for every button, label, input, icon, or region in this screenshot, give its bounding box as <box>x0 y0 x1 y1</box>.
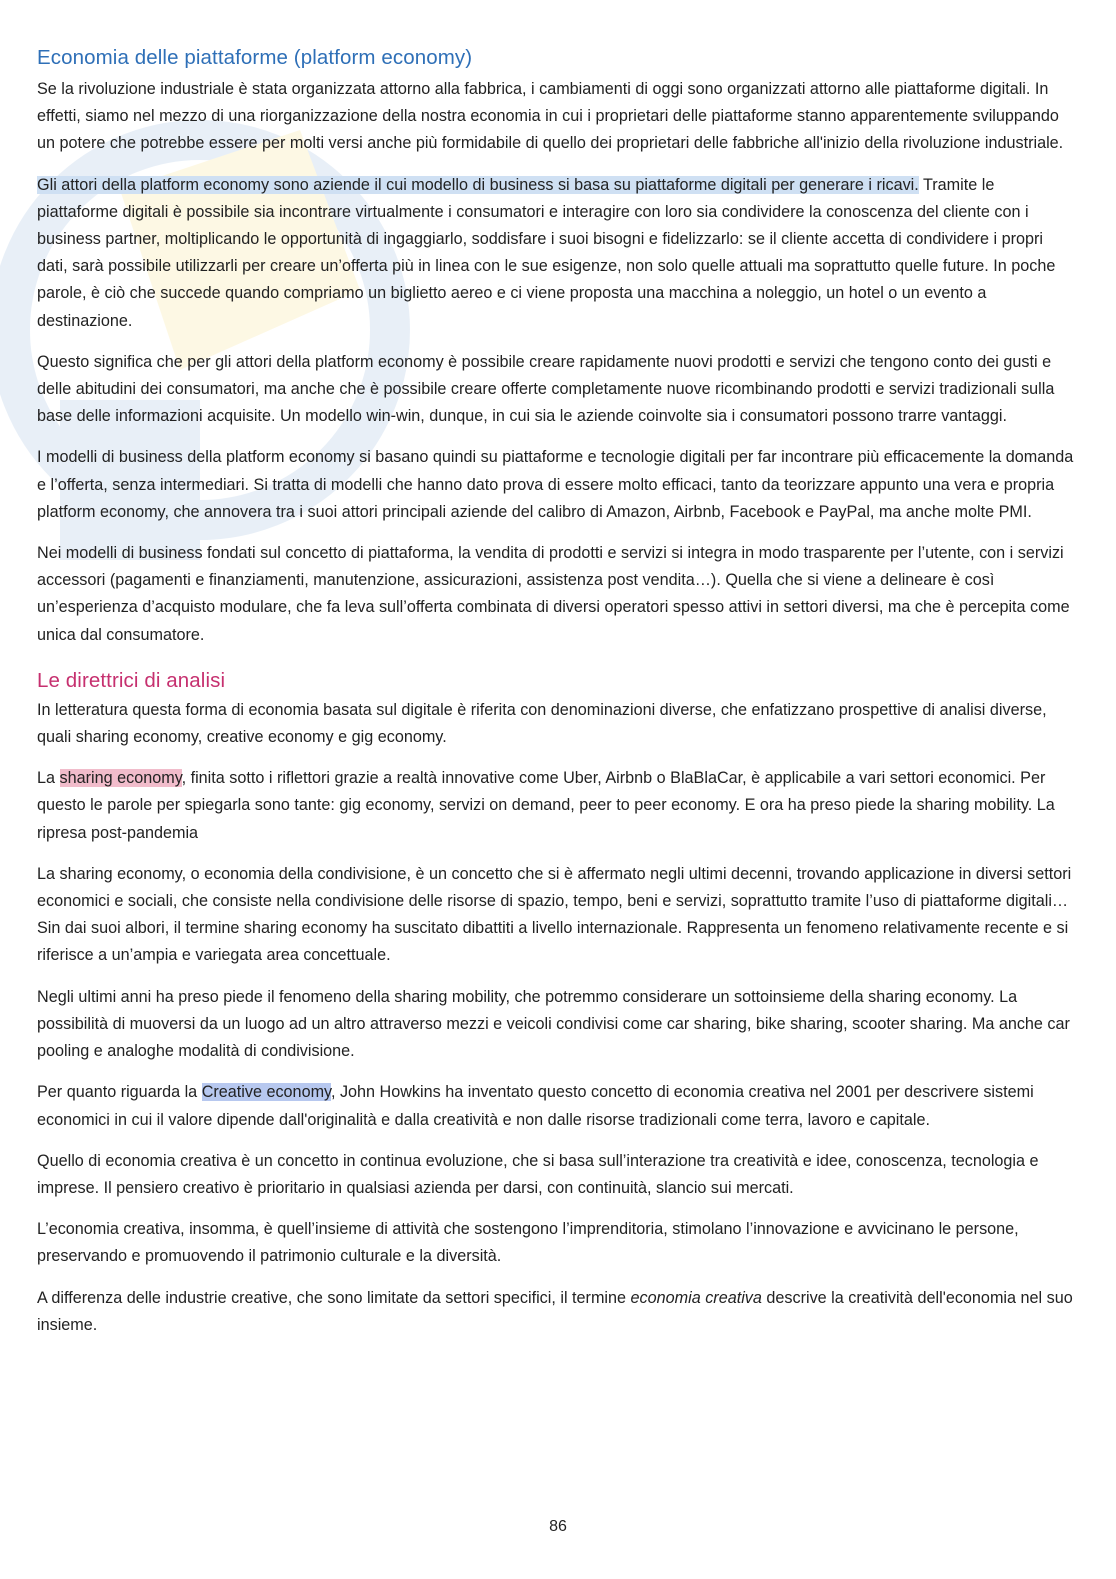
highlighted-text: sharing economy <box>59 769 182 788</box>
document-page <box>37 44 1077 1353</box>
paragraph: Quello di economia creativa è un concetto in continua evoluzione, che si basa sull’interazione tra creatività e idee, conoscenza, tecnologia e imprese. Il pensiero creativo è prioritario in qualsiasi azienda per darsi, con continuità, slancio sui mercati. <box>37 1151 1039 1197</box>
paragraph <box>37 1285 1077 1339</box>
paragraph: Se la rivoluzione industriale è stata organizzata attorno alla fabbrica, i cambiamenti di oggi sono organizzati attorno alle piattaforme digitali. In effetti, siamo nel mezzo di una riorganizzazione della nostra economia in cui i proprietari delle piattaforme stanno apparentemente sviluppando un potere che potrebbe essere per molti versi anche più formidabile di quello dei proprietari delle fabbriche all'inizio della rivoluzione industriale. <box>37 80 1064 153</box>
paragraph: I modelli di business della platform economy si basano quindi su piattaforme e tecnologie digitali per far incontrare più efficacemente la domanda e l’offerta, senza intermediari. Si tratta di modelli che hanno dato prova di essere molto efficaci, tanto da teorizzare appunto una vera e propria platform economy, che annovera tra i suoi attori principali aziende del calibro di Amazon, Airbnb, Facebook e PayPal, ma anche molte PMI. <box>37 448 1074 521</box>
paragraph: Questo significa che per gli attori della platform economy è possibile creare rapidamente nuovi prodotti e servizi che tengono conto dei gusti e delle abitudini dei consumatori, ma anche che è possibile creare offerte completamente nuove ricombinando prodotti e servizi tradizionali sulla base delle informazioni acquisite. Un modello win-win, dunque, in cui sia le aziende coinvolte sia i consumatori possono trarre vantaggi. <box>37 352 1055 426</box>
paragraph <box>37 172 1077 335</box>
paragraph: Negli ultimi anni ha preso piede il fenomeno della sharing mobility, che potremmo considerare un sottoinsieme della sharing economy. La possibilità di muoversi da un luogo ad un altro attraverso mezzi e veicoli condivisi come car sharing, bike sharing, scooter sharing. Ma anche car pooling e analoghe modalità di condivisione. <box>37 987 1070 1061</box>
paragraph: La sharing economy, o economia della condivisione, è un concetto che si è affermato negli ultimi decenni, trovando applicazione in diversi settori economici e sociali, che consiste nella condivisione delle risorse di spazio, tempo, beni e servizi, soprattutto tramite l’uso di piattaforme digitali… Sin dai suoi albori, il termine sharing economy ha suscitato dibattiti a livello internazionale. Rappresenta un fenomeno relativamente recente e si riferisce a un’ampia e variegata area concettuale. <box>37 864 1072 965</box>
paragraph: Nei modelli di business fondati sul concetto di piattaforma, la vendita di prodotti e servizi si integra in modo trasparente per l’utente, con i servizi accessori (pagamenti e finanziamenti, manutenzione, assicurazioni, assistenza post vendita…). Quella che si viene a delineare è così un’esperienza d’acquisto modulare, che fa leva sull’offerta combinata di diversi operatori spesso attivi in settori diversi, ma che è percepita come unica dal consumatore. <box>37 544 1070 644</box>
italic-term: economia creativa <box>630 1288 762 1307</box>
section-title-direttrici: Le direttrici di analisi <box>37 668 226 692</box>
paragraph-text: La <box>37 769 60 788</box>
section-title-platform-economy: Economia delle piattaforme (platform economy) <box>37 46 473 69</box>
paragraph-text: descrive la creatività dell'economia nel suo insieme. <box>37 1288 1073 1334</box>
paragraph-text: Per quanto riguarda la <box>37 1083 202 1102</box>
paragraph-text: Tramite le piattaforme digitali è possibile sia incontrare virtualmente i consumatori e interagire con loro sia condividere la conoscenza del cliente con i business partner, moltiplicando le opportunità di ingaggiarlo, soddisfare i suoi bisogni e fidelizzarlo: se il cliente accetta di condividere i propri dati, sarà possibile utilizzarli per creare un’offerta più in linea con le sue esigenze, non solo quelle attuali ma soprattutto quelle future. In poche parole, è ciò che succede quando compriamo un biglietto aereo e ci viene proposta una macchina a noleggio, un hotel o un evento a destinazione. <box>37 175 1056 330</box>
highlighted-text: Gli attori della platform economy sono aziende il cui modello di business si basa su piattaforme digitali per generare i ricavi. <box>37 175 919 194</box>
paragraph-text: , finita sotto i riflettori grazie a realtà innovative come Uber, Airbnb o BlaBlaCar, è applicabile a vari settori economici. Per questo le parole per spiegarla sono tante: gig economy, servizi on demand, peer to peer economy. E ora ha preso piede la sharing mobility. La ripresa post-pandemia <box>37 769 1055 842</box>
page-number: 86 <box>549 1518 567 1535</box>
highlighted-text: Creative economy <box>201 1083 331 1102</box>
paragraph <box>37 1079 1077 1133</box>
paragraph: In letteratura questa forma di economia basata sul digitale è riferita con denominazioni diverse, che enfatizzano prospettive di analisi diverse, quali sharing economy, creative economy e gig economy. <box>37 700 1047 747</box>
paragraph: L’economia creativa, insomma, è quell’insieme di attività che sostengono l’imprenditoria, stimolano l’innovazione e avvicinano le persone, preservando e promuovendo il patrimonio culturale e la diversità. <box>37 1220 1019 1266</box>
paragraph-text: , John Howkins ha inventato questo concetto di economia creativa nel 2001 per descrivere sistemi economici in cui il valore dipende dall'originalità e dalla creatività e non dalle risorse tradizionali come terra, lavoro e capitale. <box>37 1083 1034 1129</box>
paragraph <box>37 765 1077 847</box>
paragraph-text: A differenza delle industrie creative, che sono limitate da settori specifici, il termine <box>37 1288 631 1307</box>
